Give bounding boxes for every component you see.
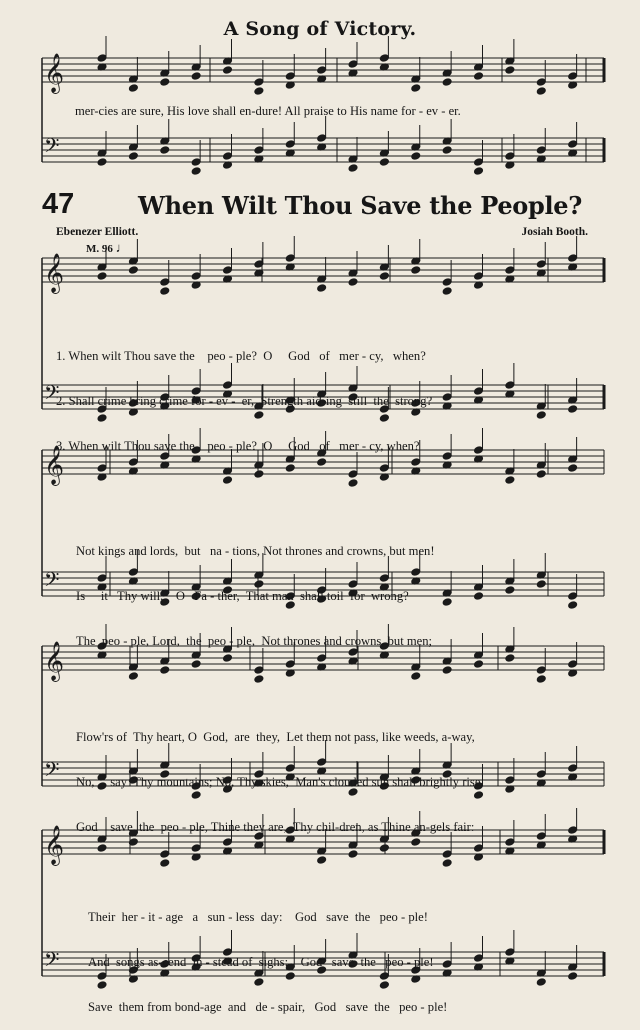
note-head xyxy=(442,666,452,675)
note-head xyxy=(254,470,264,479)
author-credit: Ebenezer Elliott. xyxy=(56,226,139,238)
note-head xyxy=(505,476,515,485)
note-head xyxy=(285,254,295,263)
lyric-line: 3. When wilt Thou save the peo - ple? O God of mer - cy, when? xyxy=(56,439,420,453)
note-head xyxy=(160,78,170,87)
bass-clef-icon: 𝄢 xyxy=(44,381,60,409)
note-head xyxy=(411,84,421,93)
metronome-mark: M. 96 ♩ xyxy=(86,240,129,255)
note-head xyxy=(97,54,107,63)
composer-credit: Josiah Booth. xyxy=(521,226,588,238)
note-head xyxy=(160,666,170,675)
note-head xyxy=(223,476,233,485)
previous-hymn-title: A Song of Victory. xyxy=(223,18,417,40)
treble-clef-icon: 𝄞 xyxy=(44,825,65,865)
note-head xyxy=(128,152,138,161)
note-head xyxy=(317,856,327,865)
note-head xyxy=(160,859,170,868)
note-head xyxy=(254,675,264,684)
note-head xyxy=(442,78,452,87)
note-head xyxy=(536,260,546,269)
lyric-line: No, say Thy mountains; No, Thy skies, Man's clouded sun shall brightly rise, xyxy=(76,775,484,789)
note-head xyxy=(379,158,389,167)
note-head xyxy=(536,78,546,87)
note-head xyxy=(160,146,170,155)
note-head xyxy=(348,470,358,479)
lyric-line: Not kings and lords, but na - tions, Not thrones and crowns, but men! xyxy=(76,544,435,558)
note-head xyxy=(379,272,389,281)
treble-clef-icon: 𝄞 xyxy=(44,53,65,93)
note-head xyxy=(348,479,358,488)
note-head xyxy=(160,278,170,287)
note-head xyxy=(505,266,515,275)
note-head xyxy=(285,72,295,81)
note-head xyxy=(128,672,138,681)
lyric-line: And songs as-cend in - stead of sighs: God save the peo - ple! xyxy=(88,955,434,969)
note-head xyxy=(348,164,358,173)
note-head xyxy=(191,72,201,81)
note-head xyxy=(536,87,546,96)
note-head xyxy=(97,158,107,167)
note-head xyxy=(191,167,201,176)
note-head xyxy=(442,146,452,155)
verse-lines-system-1 xyxy=(56,319,596,469)
note-head xyxy=(160,287,170,296)
note-head xyxy=(474,272,484,281)
note-head xyxy=(442,859,452,868)
note-head xyxy=(317,134,327,143)
note-head xyxy=(348,60,358,69)
note-head xyxy=(474,158,484,167)
note-head xyxy=(411,266,421,275)
verse-lines-system-4 xyxy=(88,880,628,1030)
lyric-line: The peo - ple, Lord, the peo - ple, Not thrones and crowns, but men; xyxy=(76,634,433,648)
bass-clef-icon: 𝄢 xyxy=(44,948,60,976)
note-head xyxy=(442,287,452,296)
treble-clef-icon: 𝄞 xyxy=(44,253,65,293)
note-head xyxy=(411,152,421,161)
treble-clef-icon: 𝄞 xyxy=(44,445,65,485)
note-head xyxy=(97,272,107,281)
lyric-line: Their her - it - age a sun - less day: God save the peo - ple! xyxy=(88,910,428,924)
note-head xyxy=(254,87,264,96)
note-head xyxy=(442,850,452,859)
lyric-line: God save the peo - ple, Thine they are, Thy chil-dren, as Thine an-gels fair: xyxy=(76,820,475,834)
note-head xyxy=(128,84,138,93)
note-head xyxy=(505,66,515,75)
note-head xyxy=(191,272,201,281)
treble-clef-icon: 𝄞 xyxy=(44,641,65,681)
lyric-line: Is it Thy will, O Fa - ther, That man shall toil for wrong? xyxy=(76,589,409,603)
hymn-title: When Wilt Thou Save the People? xyxy=(138,191,583,220)
lyric-line: 2. Shall crime bring crime for - ev - er, Strength aid-ing still the strong? xyxy=(56,394,433,408)
lyric-line: Flow'rs of Thy heart, O God, are they, Let them not pass, like weeds, a-way, xyxy=(76,730,475,744)
note-head xyxy=(536,470,546,479)
note-head xyxy=(474,167,484,176)
note-head xyxy=(348,278,358,287)
lyric-line: Save them from bond-age and de - spair, God save the peo - ple! xyxy=(88,1000,448,1014)
note-head xyxy=(160,850,170,859)
verse-lines-system-3 xyxy=(76,700,616,850)
note-head xyxy=(536,675,546,684)
note-head xyxy=(254,78,264,87)
hymn-number: 47 xyxy=(42,188,75,220)
note-head xyxy=(223,266,233,275)
note-head xyxy=(474,72,484,81)
note-head xyxy=(317,284,327,293)
note-head xyxy=(285,140,295,149)
note-head xyxy=(442,278,452,287)
note-head xyxy=(254,146,264,155)
note-head xyxy=(223,152,233,161)
note-head xyxy=(536,146,546,155)
note-head xyxy=(254,666,264,675)
note-head xyxy=(379,54,389,63)
note-head xyxy=(568,254,578,263)
lyric-line: 1. When wilt Thou save the peo - ple? O God of mer - cy, when? xyxy=(56,349,426,363)
note-head xyxy=(223,66,233,75)
note-head xyxy=(505,152,515,161)
bass-clef-icon: 𝄢 xyxy=(44,134,60,162)
note-head xyxy=(568,140,578,149)
bass-clef-icon: 𝄢 xyxy=(44,568,60,596)
note-head xyxy=(348,850,358,859)
note-head xyxy=(191,158,201,167)
note-head xyxy=(317,66,327,75)
verse-lines-system-2 xyxy=(76,514,616,664)
note-head xyxy=(536,666,546,675)
bass-clef-icon: 𝄢 xyxy=(44,758,60,786)
note-head xyxy=(411,672,421,681)
note-head xyxy=(128,266,138,275)
previous-hymn-lyric: mer-cies are sure, His love shall en-dure! All praise to His name for - ev - er. xyxy=(75,104,461,118)
note-head xyxy=(568,72,578,81)
